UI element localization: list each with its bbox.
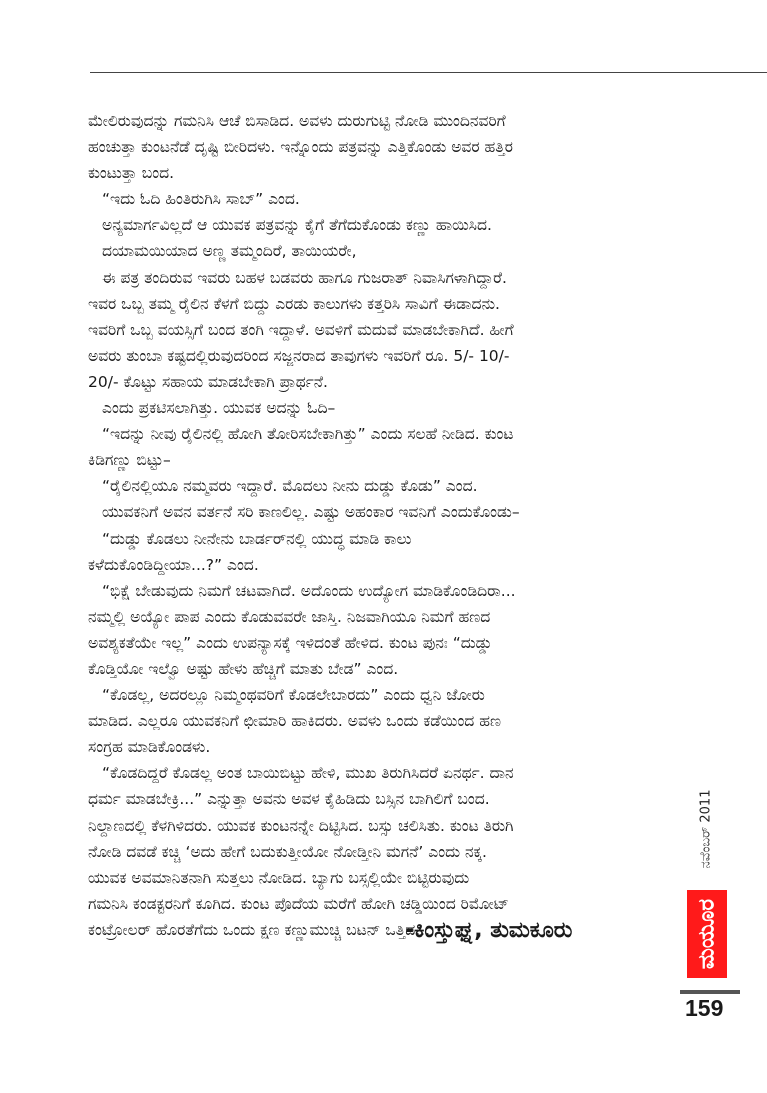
page-number-divider	[680, 990, 740, 994]
author-signature: -ಕಿಂಸ್ತುಘ್ನ, ತುಮಕೂರು	[405, 918, 573, 943]
article-line: ಯುವಕನಿಗೆ ಅವನ ವರ್ತನೆ ಸರಿ ಕಾಣಲಿಲ್ಲ. ಎಷ್ಟು ಅಹಂಕಾರ ಇವನಿಗೆ ಎಂದುಕೊಂಡು–	[102, 503, 520, 522]
article-line: ಕಿಡಿಗಣ್ಣು ಬಿಟ್ಟು–	[88, 451, 171, 470]
article-line: ಕುಂಟುತ್ತಾ ಬಂದ.	[88, 164, 175, 183]
article-line: ಅವರು ತುಂಬಾ ಕಷ್ಟದಲ್ಲಿರುವುದರಿಂದ ಸಜ್ಜನರಾದ ತಾವುಗಳು ಇವರಿಗೆ ರೂ. 5/- 10/-	[88, 346, 510, 365]
article-line: ಕಂಟ್ರೋಲರ್ ಹೊರತೆಗೆದು ಒಂದು ಕ್ಷಣ ಕಣ್ಣುಮುಚ್ಚಿ ಬಟನ್ ಒತ್ತಿದ...	[88, 920, 431, 939]
article-line: “ರೈಲಿನಲ್ಲಿಯೂ ನಮ್ಮವರು ಇದ್ದಾರೆ. ಮೊದಲು ನೀನು ದುಡ್ಡು ಕೊಡು” ಎಂದ.	[102, 477, 478, 496]
article-line: “ಕೊಡದಿದ್ದರೆ ಕೊಡಲ್ಲ ಅಂತ ಬಾಯಿಬಿಟ್ಟು ಹೇಳಿ, ಮುಖ ತಿರುಗಿಸಿದರೆ ಏನರ್ಥ. ದಾನ	[102, 764, 514, 783]
article-line: ಮಾಡಿದ. ಎಲ್ಲರೂ ಯುವಕನಿಗೆ ಛೀಮಾರಿ ಹಾಕಿದರು. ಅವಳು ಒಂದು ಕಡೆಯಿಂದ ಹಣ	[88, 712, 501, 731]
article-line: ಯುವಕ ಅವಮಾನಿತನಾಗಿ ಸುತ್ತಲು ನೋಡಿದ. ಬ್ಯಾಗು ಬಸ್ಸಲ್ಲಿಯೇ ಬಿಟ್ಟಿರುವುದು	[88, 868, 470, 887]
article-line: “ಕೊಡಲ್ಲ, ಅದರಲ್ಲೂ ನಿಮ್ಮಂಥವರಿಗೆ ಕೊಡಲೇಬಾರದು” ಎಂದು ಧ್ವನಿ ಜೋರು	[102, 686, 485, 705]
magazine-side-strip	[685, 770, 735, 980]
article-line: ಈ ಪತ್ರ ತಂದಿರುವ ಇವರು ಬಹಳ ಬಡವರು ಹಾಗೂ ಗುಜರಾತ್ ನಿವಾಸಿಗಳಾಗಿದ್ದಾರೆ.	[102, 268, 507, 287]
article-line: ಅನ್ಯಮಾರ್ಗವಿಲ್ಲದೆ ಆ ಯುವಕ ಪತ್ರವನ್ನು ಕೈಗೆ ತೆಗೆದುಕೊಂಡು ಕಣ್ಣು ಹಾಯಿಸಿದ.	[102, 216, 492, 235]
article-line: ಅವಶ್ಯಕತೆಯೇ ಇಲ್ಲ” ಎಂದು ಉಪನ್ಯಾಸಕ್ಕೆ ಇಳಿದಂತೆ ಹೇಳಿದ. ಕುಂಟ ಪುನಃ “ದುಡ್ಡು	[88, 633, 493, 652]
issue-date	[691, 770, 721, 888]
article-line: ಕೊಡ್ತಿಯೋ ಇಲ್ವೊ ಅಷ್ಟು ಹೇಳು ಹೆಚ್ಚಿಗೆ ಮಾತು ಬೇಡ” ಎಂದ.	[88, 659, 399, 678]
article-line: ಮೇಲಿರುವುದನ್ನು ಗಮನಿಸಿ ಆಚೆ ಬಿಸಾಡಿದ. ಅವಳು ದುರುಗುಟ್ಟಿ ನೋಡಿ ಮುಂದಿನವರಿಗೆ	[88, 112, 506, 130]
article-line: ಗಮನಿಸಿ ಕಂಡಕ್ಟರನಿಗೆ ಕೂಗಿದ. ಕುಂಟ ಪೊದೆಯ ಮರೆಗೆ ಹೋಗಿ ಚಡ್ಡಿಯಿಂದ ರಿಮೋಟ್	[88, 894, 509, 913]
article-line: ದಯಾಮಯಿಯಾದ ಅಣ್ಣ ತಮ್ಮಂದಿರೆ, ತಾಯಿಯರೇ,	[102, 242, 357, 261]
article-line: “ಇದನ್ನು ನೀವು ರೈಲಿನಲ್ಲಿ ಹೋಗಿ ತೋರಿಸಬೇಕಾಗಿತ್ತು” ಎಂದು ಸಲಹೆ ನೀಡಿದ. ಕುಂಟ	[102, 425, 514, 444]
article-line: ನಿಲ್ದಾಣದಲ್ಲಿ ಕೆಳಗಿಳಿದರು. ಯುವಕ ಕುಂಟನನ್ನೇ ದಿಟ್ಟಿಸಿದ. ಬಸ್ಸು ಚಲಿಸಿತು. ಕುಂಟ ತಿರುಗಿ	[88, 816, 514, 835]
magazine-logo	[687, 890, 727, 978]
article-line: ಸಂಗ್ರಹ ಮಾಡಿಕೊಂಡಳು.	[88, 738, 211, 757]
article-line: ನಮ್ಮಲ್ಲಿ ಅಯ್ಯೋ ಪಾಪ ಎಂದು ಕೊಡುವವರೇ ಜಾಸ್ತಿ. ನಿಜವಾಗಿಯೂ ನಿಮಗೆ ಹಣದ	[88, 607, 491, 626]
article-line: ಎಂದು ಪ್ರಕಟಿಸಲಾಗಿತ್ತು. ಯುವಕ ಅದನ್ನು ಓದಿ–	[102, 399, 336, 418]
article-body	[88, 108, 643, 943]
article-line: “ಇದು ಓದಿ ಹಿಂತಿರುಗಿಸಿ ಸಾಬ್” ಎಂದ.	[102, 190, 300, 209]
magazine-logo-text: ಮಯೂರ	[694, 898, 720, 970]
article-line: ಧರ್ಮ ಮಾಡಬೇಕ್ರಿ...” ಎನ್ನುತ್ತಾ ಅವನು ಅವಳ ಕೈಹಿಡಿದು ಬಸ್ಸಿನ ಬಾಗಿಲಿಗೆ ಬಂದ.	[88, 790, 490, 809]
article-line: ಕಳೆದುಕೊಂಡಿದ್ದೀಯಾ...?” ಎಂದ.	[88, 555, 259, 574]
issue-date-text: ನವೆಂಬರ್ 2011	[698, 789, 714, 869]
page-number: 159	[685, 995, 724, 1021]
article-line: 20/- ಕೊಟ್ಟು ಸಹಾಯ ಮಾಡಬೇಕಾಗಿ ಪ್ರಾರ್ಥನೆ.	[88, 372, 328, 391]
article-line: ಇವರಿಗೆ ಒಬ್ಬ ವಯಸ್ಸಿಗೆ ಬಂದ ತಂಗಿ ಇದ್ದಾಳೆ. ಅವಳಿಗೆ ಮದುವೆ ಮಾಡಬೇಕಾಗಿದೆ. ಹೀಗೆ	[88, 320, 514, 339]
article-line: “ಭಿಕ್ಷೆ ಬೇಡುವುದು ನಿಮಗೆ ಚಟವಾಗಿದೆ. ಅದೊಂದು ಉದ್ಯೋಗ ಮಾಡಿಕೊಂಡಿದಿರಾ...	[102, 581, 516, 600]
article-line: ಇವರ ಒಬ್ಬ ತಮ್ಮ ರೈಲಿನ ಕೆಳಗೆ ಬಿದ್ದು ಎರಡು ಕಾಲುಗಳು ಕತ್ತರಿಸಿ ಸಾವಿಗೆ ಈಡಾದನು.	[88, 294, 500, 313]
article-line: ನೋಡಿ ದವಡೆ ಕಚ್ಚಿ ‘ಅದು ಹೇಗೆ ಬದುಕುತ್ತೀಯೋ ನೋಡ್ತೀನಿ ಮಗನೆ’ ಎಂದು ನಕ್ಕ.	[88, 842, 487, 861]
article-line: “ದುಡ್ಡು ಕೊಡಲು ನೀನೇನು ಬಾರ್ಡರ್‌ನಲ್ಲಿ ಯುದ್ಧ ಮಾಡಿ ಕಾಲು	[102, 529, 412, 548]
top-divider	[90, 72, 767, 73]
article-line: ಹಂಚುತ್ತಾ ಕುಂಟನೆಡೆ ದೃಷ್ಟಿ ಬೀರಿದಳು. ಇನ್ನೊಂದು ಪತ್ರವನ್ನು ಎತ್ತಿಕೊಂಡು ಅವರ ಹತ್ತಿರ	[88, 138, 513, 157]
